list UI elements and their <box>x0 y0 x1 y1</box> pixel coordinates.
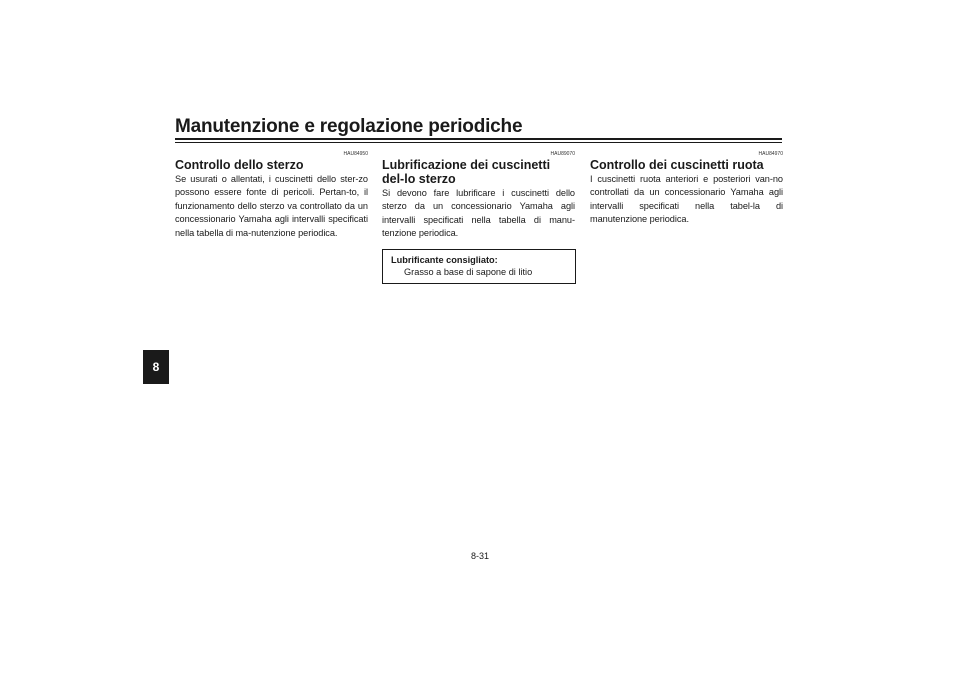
section-code: HAU84970 <box>758 151 783 157</box>
section-body: Si devono fare lubrificare i cuscinetti dello sterzo da un concessionario Yamaha agli intervalli specificati nella tabella di manu-tenzione periodica. <box>382 188 575 239</box>
section-heading: Controllo dei cuscinetti ruota <box>590 158 764 172</box>
section-steering-check <box>175 150 368 240</box>
recommended-lubricant-box <box>382 249 576 284</box>
header-rule-thin <box>175 142 782 143</box>
page-title: Manutenzione e regolazione periodiche <box>175 116 523 137</box>
section-body: Se usurati o allentati, i cuscinetti dello ster-zo possono essere fonte di pericoli. Pertan-to, il funzionamento dello sterzo va controllato da un concessionario Yamaha agli intervalli specificati nella tabella di ma-nutenzione periodica. <box>175 174 368 238</box>
page-number: 8-31 <box>470 551 489 561</box>
section-heading: Controllo dello sterzo <box>175 158 304 172</box>
note-title: Lubrificante consigliato: <box>391 254 498 265</box>
section-wheel-bearing-check <box>590 150 783 227</box>
header-rule-thick <box>175 138 782 140</box>
chapter-tab: 8 <box>143 350 169 384</box>
section-code: HAU84950 <box>343 151 368 157</box>
section-code: HAU89070 <box>550 151 575 157</box>
section-steering-bearing-lubrication <box>382 150 575 284</box>
section-heading: Lubrificazione dei cuscinetti del-lo sterzo <box>382 158 551 186</box>
note-value: Grasso a base di sapone di litio <box>404 266 533 277</box>
section-body: I cuscinetti ruota anteriori e posteriori van-no controllati da un concessionario Yamaha agli intervalli specificati nella tabel-la di manutenzione periodica. <box>590 174 783 225</box>
